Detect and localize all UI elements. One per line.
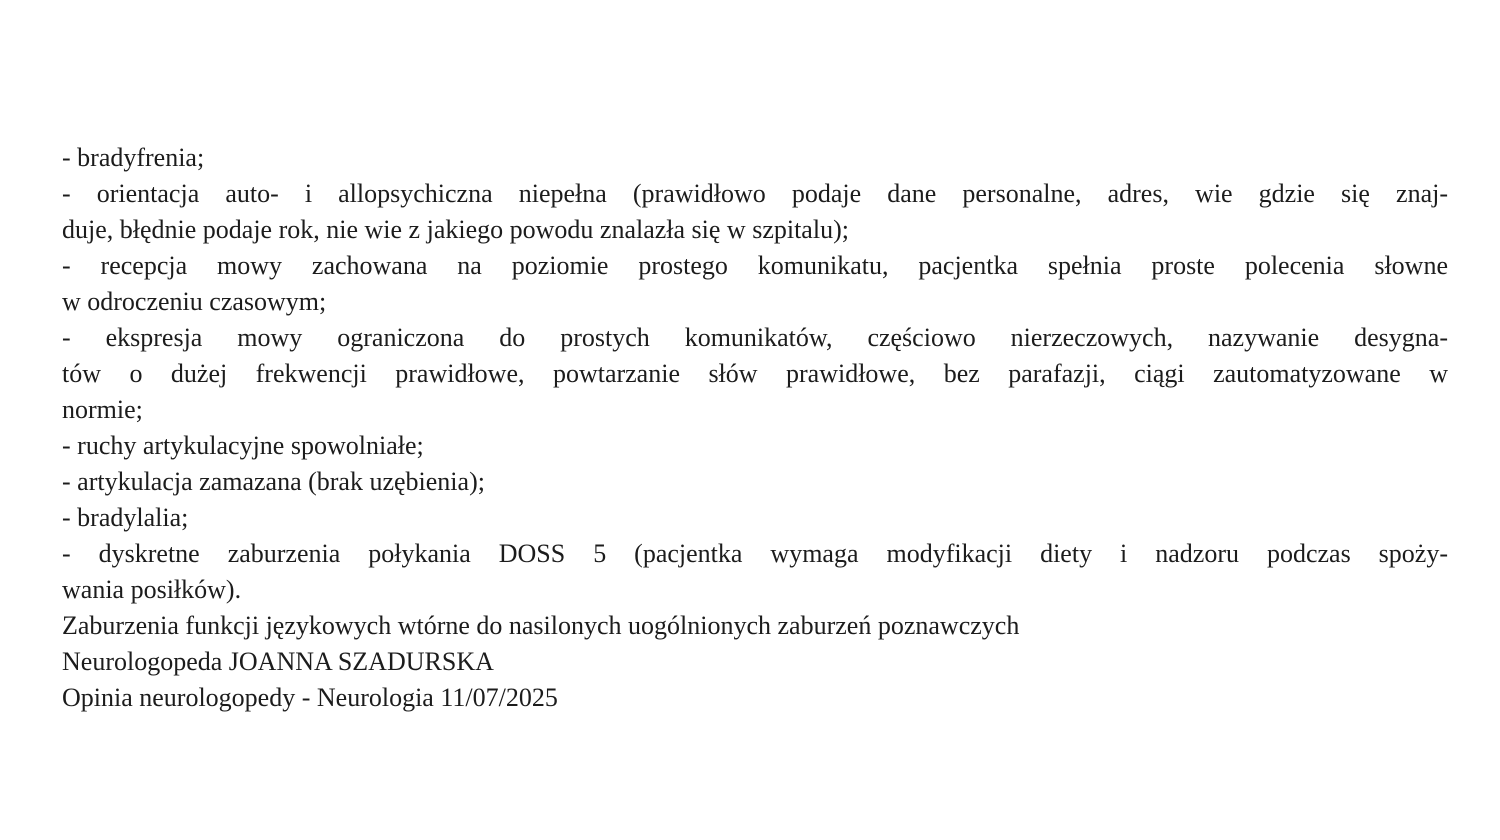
text-line: - artykulacja zamazana (brak uzębienia);: [62, 467, 485, 496]
text-line: normie;: [62, 395, 143, 424]
text-line: wania posiłków).: [62, 575, 242, 604]
text-line: - orientacja auto- i allopsychiczna niepełna (prawidłowo podaje dane personalne, adres, wie gdzie się znaj-: [62, 179, 1448, 208]
text-line: - dyskretne zaburzenia połykania DOSS 5 (pacjentka wymaga modyfikacji diety i nadzoru podczas spoży-: [62, 539, 1448, 568]
text-line: - ekspresja mowy ograniczona do prostych komunikatów, częściowo nierzeczowych, nazywanie desygna-: [62, 323, 1448, 352]
signature-line: Neurologopeda JOANNA SZADURSKA: [62, 647, 494, 676]
text-line: w odroczeniu czasowym;: [62, 287, 327, 316]
text-line: - bradylalia;: [62, 503, 189, 532]
text-line: - ruchy artykulacyjne spowolniałe;: [62, 431, 424, 460]
text-line: duje, błędnie podaje rok, nie wie z jakiego powodu znalazła się w szpitalu);: [62, 215, 849, 244]
text-line: - recepcja mowy zachowana na poziomie prostego komunikatu, pacjentka spełnia proste polecenia słowne: [62, 251, 1448, 280]
footer-line-cropped: Opinia neurologopedy - Neurologia 11/07/2025: [62, 683, 558, 712]
text-line: - bradyfrenia;: [62, 143, 205, 172]
text-line: tów o dużej frekwencji prawidłowe, powtarzanie słów prawidłowe, bez parafazji, ciągi zautomatyzowane w: [62, 359, 1448, 388]
document-text-block: [62, 140, 1448, 712]
text-line: Zaburzenia funkcji językowych wtórne do nasilonych uogólnionych zaburzeń poznawczych: [62, 611, 1020, 640]
